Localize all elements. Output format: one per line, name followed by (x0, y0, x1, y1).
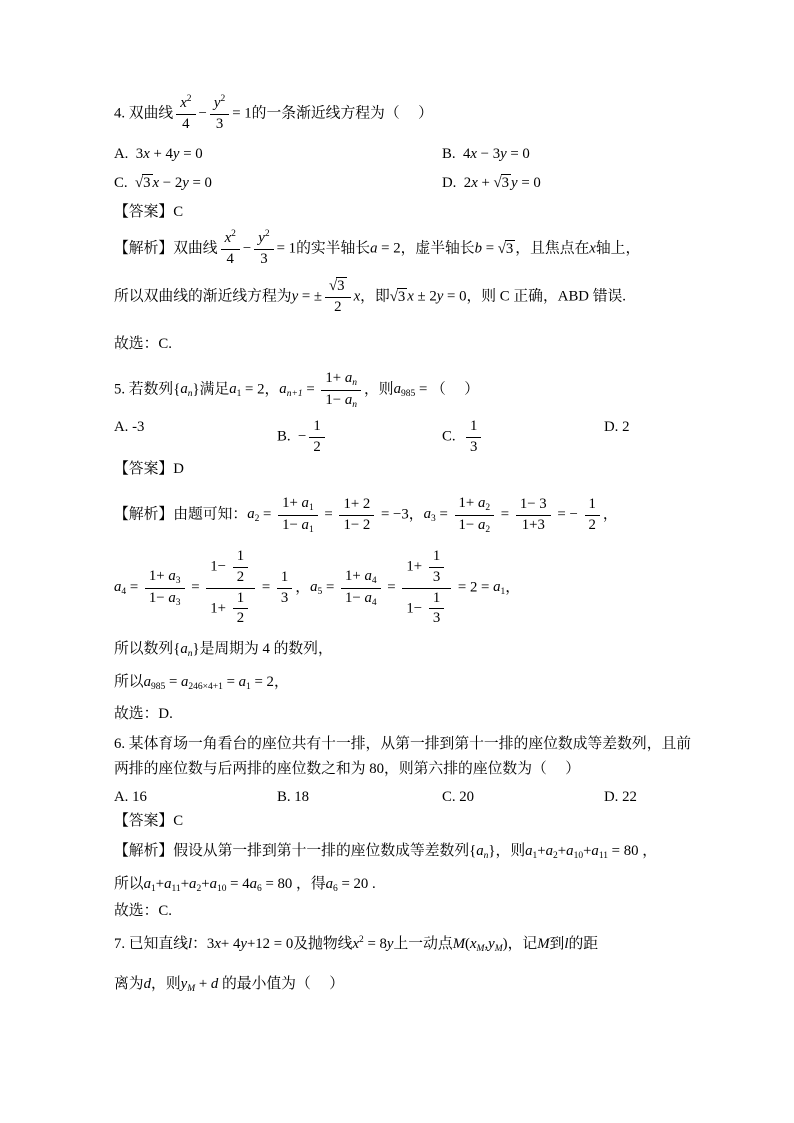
math-var: x (353, 288, 361, 305)
math-var-subscript: $a_2$ (477, 516, 491, 535)
math-fraction (455, 495, 495, 535)
math-var-subscript: $a_{10}$ (209, 876, 227, 894)
q5-solution-line-4 (114, 673, 289, 693)
q5-option-b (277, 418, 442, 457)
math-text: 2 (313, 438, 321, 455)
math-text: + (195, 976, 211, 992)
math-var-subscript: $a_{11}$ (591, 843, 608, 861)
math-text: = ± (298, 288, 323, 305)
math-var-subscript: $a_{985}$ (143, 674, 166, 692)
math-text: = (222, 674, 239, 690)
math-fraction (221, 230, 240, 269)
math-text: 1+ (282, 495, 302, 511)
math-text: + (155, 876, 165, 892)
q6-solution-line-2 (114, 875, 376, 895)
q6-answer: 【答案】C (114, 813, 184, 829)
math-text: 3 (215, 115, 224, 132)
math-var-superscript: $y^2$ (258, 229, 270, 246)
math-text: 3 (260, 250, 268, 267)
math-text: 1− (345, 589, 365, 606)
math-text: = （ ） (415, 381, 480, 398)
math-sqrt (494, 175, 512, 191)
math-text: 1− (148, 589, 169, 606)
math-text: 的距 (568, 936, 599, 952)
math-sqrt (390, 289, 408, 305)
math-var: M (452, 936, 466, 952)
math-text: 3 (280, 589, 289, 606)
radical-sign-icon: √ (493, 175, 502, 191)
math-text: , (484, 936, 489, 952)
math-text: { (173, 641, 181, 657)
math-fraction (309, 418, 324, 457)
math-fraction (466, 418, 481, 457)
q4-options-row-2 (114, 174, 770, 194)
math-text: 4 (182, 115, 190, 132)
math-text: B. − (277, 428, 307, 445)
math-var-subscript: $a_1$ (143, 876, 156, 894)
math-text: 1 (236, 589, 245, 606)
math-var: l (564, 936, 569, 952)
math-text: ，记 (507, 936, 538, 952)
math-fraction (145, 568, 185, 608)
math-text: 【解析】双曲线 (114, 240, 218, 257)
math-text: + (477, 175, 494, 191)
math-text: C. (114, 175, 135, 191)
q6-option-a: A. 16 (114, 789, 147, 805)
math-var: l (188, 936, 193, 952)
math-text: 7. 已知直线 (114, 936, 188, 952)
math-text: = (322, 579, 338, 596)
math-var-subscript: $a_6$ (325, 876, 338, 894)
math-text: − (242, 240, 252, 257)
radical-sign-icon: √ (389, 288, 398, 305)
q4-stem (114, 95, 433, 134)
math-text: 2 (588, 516, 596, 533)
math-var: x (143, 146, 150, 162)
math-var: y (291, 288, 299, 305)
math-text: = 0 (179, 146, 203, 162)
math-text: = 4 (226, 876, 250, 892)
math-var-subscript: $a_5$ (310, 579, 323, 598)
math-text: 1+ (148, 568, 169, 584)
math-text: = 80 ， (607, 843, 658, 859)
math-var-subscript: $a_n$ (344, 370, 357, 388)
math-fraction (429, 548, 444, 587)
math-fraction (233, 590, 248, 629)
math-var: d (210, 976, 219, 992)
math-var-subscript: $x_M$ (469, 936, 485, 954)
math-text: 1 (280, 568, 289, 585)
q4-solution-line-1 (114, 230, 640, 269)
math-var-superscript: $x^2$ (224, 229, 236, 246)
math-fraction (516, 496, 551, 535)
math-text: + (583, 843, 592, 859)
math-fraction (321, 370, 361, 410)
math-var-subscript: $a_1$ (301, 495, 314, 513)
math-var-subscript: $a_2$ (189, 876, 202, 894)
math-fraction (325, 278, 351, 317)
math-text: 【解析】假设从第一排到第十一排的座位数成等差数列 (114, 843, 470, 859)
math-var-subscript: $a_n$ (180, 381, 193, 400)
math-var-subscript: $a_4$ (364, 568, 377, 586)
math-text: = 2 = (454, 579, 494, 596)
math-text: 1+ (345, 568, 365, 584)
math-text: 2 (334, 298, 342, 315)
math-var-superscript: $x^2$ (352, 935, 364, 952)
math-var: b (474, 240, 483, 257)
math-text: 1 (588, 495, 596, 512)
math-var-subscript: $a_1$ (301, 516, 314, 535)
math-text: = 80 ，得 (261, 876, 326, 892)
math-var: d (143, 976, 152, 992)
q4-answer: 【答案】C (114, 204, 184, 220)
q6-option-d: D. 22 (604, 789, 637, 805)
math-text: +12 = 0 (246, 936, 294, 952)
math-text: 4. 双曲线 (114, 105, 174, 122)
math-text: = −3， (377, 506, 424, 523)
math-text: 所以双曲线的渐近线方程为 (114, 288, 292, 305)
math-text: = (259, 506, 276, 523)
math-fraction (339, 496, 374, 535)
math-text: + (537, 843, 546, 859)
math-text: 所以 (114, 674, 144, 690)
math-text: = 2，虚半轴长 (377, 240, 475, 257)
math-text: 1+ (406, 558, 426, 575)
q4-option-a (114, 145, 442, 165)
radical-sign-icon: √ (329, 278, 338, 294)
math-text: 3 (505, 240, 514, 257)
math-var-subscript: $a_1$ (229, 381, 242, 400)
math-text: = (165, 674, 182, 690)
math-text: 1+ (325, 370, 345, 386)
math-text: 的实半轴长 (296, 240, 371, 257)
math-text: 1+ 2 (343, 495, 371, 512)
q6-option-c: C. 20 (442, 789, 475, 805)
math-text: 的最小值为（ ） (218, 976, 345, 992)
q5-option-d (604, 418, 629, 457)
math-text: ，则 (363, 381, 394, 398)
math-text: = (126, 579, 142, 596)
math-fraction (206, 548, 255, 628)
q6-solution-line-1 (114, 842, 657, 862)
math-text: − 3 (476, 146, 501, 162)
math-var-subscript: $a_6$ (249, 876, 262, 894)
q5-conclusion: 故选：D. (114, 706, 173, 722)
math-text: = (187, 579, 204, 596)
math-fraction (341, 568, 381, 608)
math-text: = (258, 579, 274, 596)
math-text: ± 2 (413, 288, 437, 305)
math-var-subscript: $y_M$ (488, 936, 503, 954)
q4-solution-line-2 (114, 278, 626, 317)
math-text: 所以数列 (114, 641, 174, 657)
math-text: 2 (236, 568, 245, 585)
math-fraction (402, 548, 451, 628)
math-text: = 0 (517, 175, 541, 191)
math-text: 2 (236, 610, 245, 627)
math-text: = (320, 506, 337, 523)
math-var-subscript: $a_{10}$ (566, 843, 584, 861)
math-var-subscript: $a_{985}$ (393, 381, 416, 400)
math-text: 1− 2 (343, 516, 371, 533)
math-text: − (198, 105, 207, 122)
math-text: + (557, 843, 567, 859)
math-sqrt (498, 241, 516, 257)
math-text: 1 (432, 589, 441, 606)
q5-answer: 【答案】D (114, 461, 184, 477)
math-text: 1 (469, 418, 478, 434)
math-var: x (589, 240, 596, 257)
math-var-subscript: $a_2$ (477, 495, 491, 513)
math-text: = (482, 240, 498, 257)
math-text: = 0，则 C 正确，ABD 错误. (443, 288, 626, 305)
math-text: = (435, 506, 452, 523)
q5-stem (114, 370, 479, 410)
q5-solution-line-2 (114, 548, 520, 628)
q7-stem-line-2 (114, 975, 344, 995)
math-text: = 2， (250, 674, 289, 690)
math-text: 【解析】由题可知： (114, 506, 248, 523)
q4-option-d (442, 174, 770, 194)
math-text: 1 (432, 548, 441, 564)
math-text: 轴上， (595, 240, 641, 257)
math-text: ：3 (192, 936, 215, 952)
math-text: ，且焦点在 (515, 240, 590, 257)
math-text: 是周期为 4 的数列， (199, 641, 333, 657)
math-var-subscript: $a_{246\times 4+1}$ (181, 674, 223, 692)
math-var: x (470, 146, 477, 162)
math-text: } (192, 641, 200, 657)
math-var: x (214, 936, 221, 952)
math-text: ，则 (151, 976, 181, 992)
q6-conclusion: 故选：C. (114, 903, 172, 919)
math-var-subscript: $a_3$ (168, 568, 181, 586)
q5-options-row (114, 418, 629, 457)
math-var-superscript: $y^2$ (213, 94, 226, 111)
math-text: ， (602, 506, 618, 523)
math-var-subscript: $a_4$ (364, 589, 377, 608)
math-text: 1+ (458, 495, 478, 511)
math-var: x (152, 175, 160, 191)
math-var-superscript: $x^2$ (180, 94, 192, 111)
math-text: B. 4 (442, 146, 471, 162)
math-text: 及抛物线 (293, 936, 353, 952)
math-text: 1− 3 (519, 495, 547, 512)
math-text: 所以 (114, 876, 144, 892)
math-var-subscript: $a_2$ (545, 843, 558, 861)
math-text: = (302, 381, 319, 398)
math-text: = 1 (276, 240, 297, 257)
q5-solution-line-3 (114, 640, 333, 660)
math-text: = 8 (363, 936, 387, 952)
math-text: 5. 若数列 (114, 381, 174, 398)
math-text: 3 (337, 278, 345, 294)
math-text: 离为 (114, 976, 144, 992)
math-var-subscript: $a_3$ (168, 589, 181, 608)
q7-stem-line-1 (114, 935, 598, 955)
math-text: 1− (406, 600, 426, 617)
math-var: x (471, 175, 478, 191)
math-text: 3 (432, 610, 441, 627)
math-fraction (233, 548, 248, 587)
q4-conclusion: 故选：C. (114, 336, 172, 352)
math-text: 上一动点 (393, 936, 453, 952)
math-text: = 2， (241, 381, 280, 398)
math-text: 3 (143, 175, 151, 191)
radical-sign-icon: √ (134, 175, 144, 191)
q4-option-c (114, 174, 442, 194)
math-var-subscript: $a_n$ (476, 843, 489, 861)
math-text: { (173, 381, 181, 398)
math-var: y (511, 175, 518, 191)
math-text: = − (553, 506, 582, 523)
q4-option-b (442, 145, 770, 165)
math-var: x (407, 288, 414, 305)
math-text: 1− (210, 558, 230, 575)
math-sqrt (329, 278, 347, 294)
math-text: 1− (325, 391, 345, 408)
math-text: 3 (469, 438, 478, 455)
q6-option-b: B. 18 (277, 789, 310, 805)
math-fraction (278, 495, 318, 535)
math-text: = (383, 579, 400, 596)
q5-solution-line-1 (114, 495, 618, 535)
math-var: a (370, 240, 378, 257)
math-text: = 0 (188, 175, 212, 191)
math-var-subscript: $a_1$ (238, 674, 251, 692)
math-var-subscript: $a_{11}$ (164, 876, 181, 894)
math-text: 4 (226, 250, 234, 267)
math-fraction (429, 590, 444, 629)
math-var: y (436, 288, 444, 305)
math-text: 1 (313, 418, 321, 434)
math-var: y (240, 936, 247, 952)
math-text: 满足 (199, 381, 230, 398)
math-var: y (386, 936, 394, 952)
math-fraction (254, 230, 273, 269)
math-text: ， (505, 579, 521, 596)
math-text: 1 (236, 548, 245, 564)
math-text: 1+3 (521, 516, 545, 533)
math-text: = (497, 506, 513, 523)
math-text: ( (465, 936, 470, 952)
math-text: 1− (458, 516, 478, 533)
math-fraction (176, 95, 195, 134)
math-text: + (180, 876, 190, 892)
math-var: M (537, 936, 550, 952)
q6-stem-line-1: 6. 某体育场一角看台的座位共有十一排，从第一排到第十一排的座位数成等差数列，且前 (114, 736, 692, 752)
q5-option-a (114, 418, 277, 457)
math-text: ) (502, 936, 508, 952)
math-text: { (469, 843, 477, 859)
q4-options-row-1 (114, 145, 770, 165)
math-var-subscript: $a_1$ (525, 843, 538, 861)
math-var-subscript: $y_M$ (180, 976, 196, 994)
math-var-subscript: $a_n$ (344, 391, 357, 410)
math-var: y (182, 175, 189, 191)
math-text: 到 (549, 936, 565, 952)
math-text: 3 (501, 175, 510, 191)
math-text: C. (442, 428, 463, 445)
math-text: 3 (432, 568, 441, 585)
math-fraction (585, 496, 600, 535)
math-text: A. -3 (114, 419, 145, 435)
math-text: + (201, 876, 210, 892)
math-text: } (488, 843, 496, 859)
math-var-subscript: $a_4$ (114, 579, 127, 598)
math-text: 1+ (210, 600, 230, 617)
math-text: ，即 (360, 288, 390, 305)
math-text: = 0 (506, 146, 530, 162)
math-text: + 4 (220, 936, 241, 952)
math-text: ，则 (495, 843, 526, 859)
radical-sign-icon: √ (497, 240, 506, 257)
math-var-subscript: $a_2$ (247, 506, 260, 525)
math-text: = 20 . (337, 876, 376, 892)
math-text: ， (295, 579, 311, 596)
math-var-subscript: $a_{n+1}$ (279, 381, 303, 400)
math-fraction (277, 569, 292, 608)
math-text: } (192, 381, 200, 398)
math-text: 3 (397, 288, 406, 305)
math-text: + 4 (149, 146, 173, 162)
math-fraction (210, 95, 229, 134)
math-var: y (172, 146, 180, 162)
math-text: 的一条渐近线方程为（ ） (251, 105, 433, 122)
math-text: A. 3 (114, 146, 144, 162)
q6-options-row (114, 788, 637, 808)
math-text: − 2 (159, 175, 183, 191)
math-var-subscript: $a_1$ (493, 579, 506, 598)
math-text: = 1 (232, 105, 252, 122)
q5-option-c (442, 418, 604, 457)
q6-stem-line-2: 两排的座位数与后两排的座位数之和为 80，则第六排的座位数为（ ） (114, 761, 581, 777)
math-text: 1− (282, 516, 302, 533)
math-text: D. 2 (442, 175, 472, 191)
math-var-subscript: $a_3$ (423, 506, 436, 525)
math-var-subscript: $a_n$ (180, 641, 193, 659)
math-text: D. 2 (604, 419, 630, 435)
math-var: y (500, 146, 507, 162)
math-sqrt (135, 175, 153, 191)
